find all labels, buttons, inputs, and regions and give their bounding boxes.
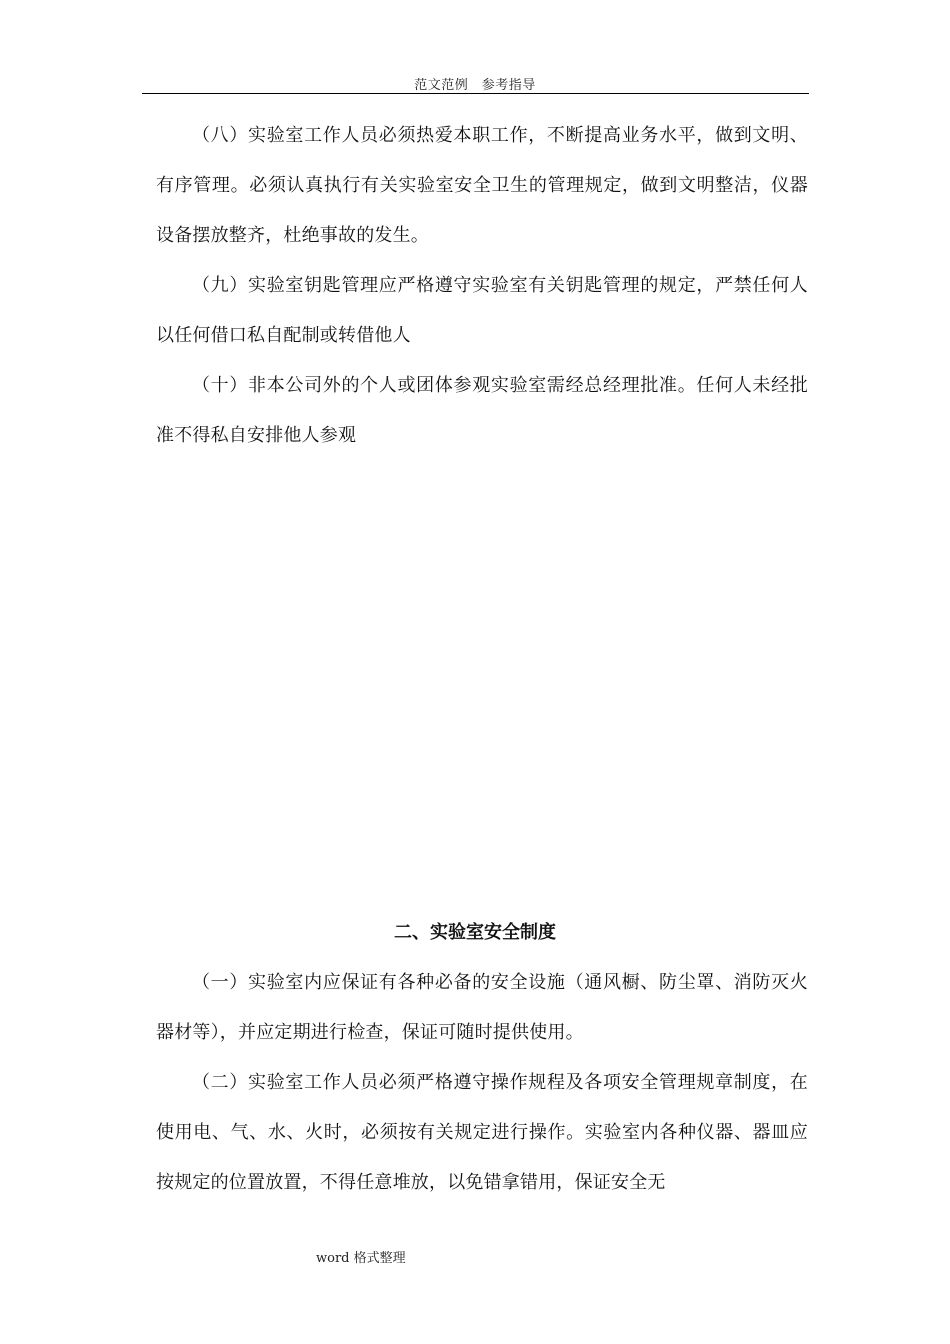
page-header: 范文范例 参考指导 [414, 78, 536, 93]
header-divider [142, 93, 809, 94]
section-title: 二、实验室安全制度 [394, 922, 556, 943]
paragraph-item-9: （九）实验室钥匙管理应严格遵守实验室有关钥匙管理的规定，严禁任何人以任何借口私自配制或转借他人 [156, 275, 808, 346]
paragraph-item-10: （十）非本公司外的个人或团体参观实验室需经总经理批准。任何人未经批准不得私自安排他人参观 [156, 375, 808, 446]
section-paragraph-1: （一）实验室内应保证有各种必备的安全设施（通风橱、防尘罩、消防灭火器材等），并应定期进行检查，保证可随时提供使用。 [156, 972, 808, 1043]
paragraph-item-8: （八）实验室工作人员必须热爱本职工作，不断提高业务水平，做到文明、有序管理。必须认真执行有关实验室安全卫生的管理规定，做到文明整洁，仪器设备摆放整齐，杜绝事故的发生。 [156, 125, 808, 246]
page-footer: word 格式整理 [316, 1251, 406, 1266]
section-paragraph-2: （二）实验室工作人员必须严格遵守操作规程及各项安全管理规章制度，在使用电、气、水、火时，必须按有关规定进行操作。实验室内各种仪器、器皿应按规定的位置放置，不得任意堆放，以免错拿错用，保证安全无 [156, 1072, 808, 1193]
